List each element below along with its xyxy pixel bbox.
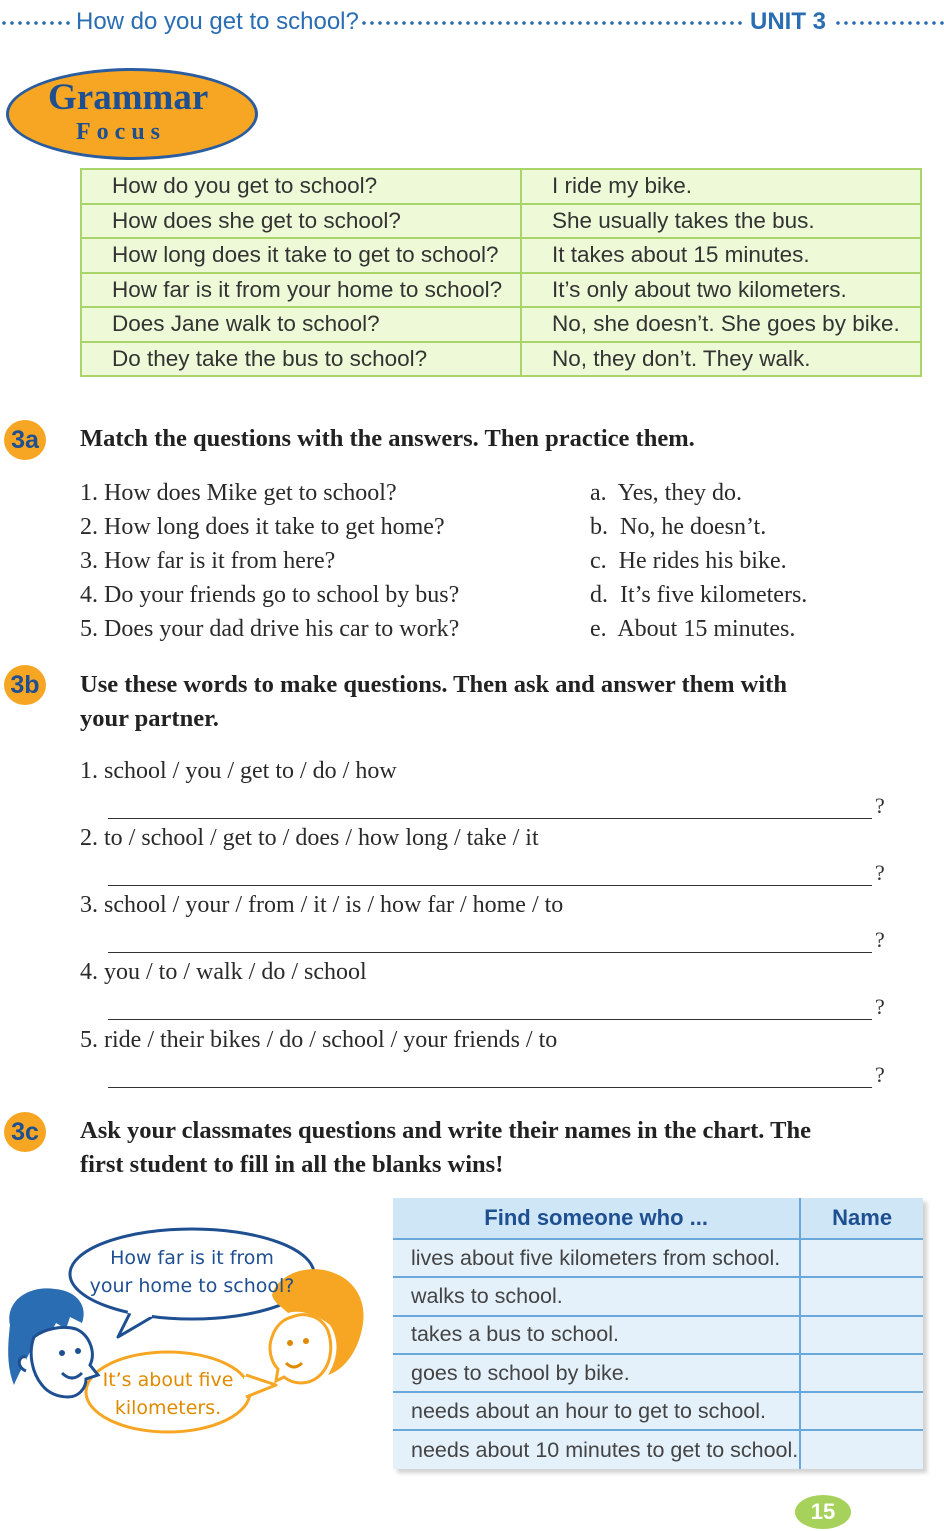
grammar-answer: I ride my bike. [521,169,921,204]
grammar-focus-title: Grammar [48,77,209,118]
word-prompt: 1. school / you / get to / do / how [80,758,397,784]
grammar-question: How does she get to school? [81,204,521,239]
exercise-3b-instruction-line2: your partner. [80,705,219,732]
grammar-focus-subtitle: Focus [76,119,166,145]
grammar-table [80,168,922,377]
grammar-answer: No, they don’t. They walk. [521,342,921,377]
header-unit: UNIT 3 [750,8,827,35]
find-someone-chart [393,1198,923,1469]
chart-prompt: goes to school by bike. [393,1354,800,1392]
match-answer: a. Yes, they do. [590,480,743,506]
name-cell[interactable] [800,1239,923,1277]
answer-line[interactable] [108,818,872,819]
answer-line[interactable] [108,952,872,953]
match-answer: b. No, he doesn’t. [590,514,767,540]
name-cell[interactable] [800,1316,923,1354]
question-mark: ? [875,793,885,818]
exercise-3c-instruction-line1: Ask your classmates questions and write their names in the chart. The [80,1117,811,1144]
grammar-answer: No, she doesn’t. She goes by bike. [521,307,921,342]
exercise-tag-3c: 3c [4,1112,46,1152]
header-dots-right [834,20,944,26]
table-row [81,342,921,377]
answer-line[interactable] [108,885,872,886]
chart-prompt: walks to school. [393,1277,800,1315]
boy-icon [8,1288,98,1397]
word-prompt: 5. ride / their bikes / do / school / your friends / to [80,1027,558,1053]
boy-bubble-line1: How far is it from [110,1247,274,1269]
chart-prompt: takes a bus to school. [393,1316,800,1354]
word-prompt: 4. you / to / walk / do / school [80,959,367,985]
header-title: How do you get to school? [76,8,359,35]
header-dots-left [0,20,70,26]
chart-prompt: lives about five kilometers from school. [393,1239,800,1277]
word-prompt: 3. school / your / from / it / is / how far / home / to [80,892,564,918]
grammar-question: Does Jane walk to school? [81,307,521,342]
exercise-3b-instruction-line1: Use these words to make questions. Then ask and answer them with [80,671,787,698]
exercise-3a-instruction: Match the questions with the answers. Then practice them. [80,425,695,452]
table-row [81,307,921,342]
girl-bubble-line1: It’s about five [102,1369,234,1391]
question-mark: ? [875,994,885,1019]
match-answer: d. It’s five kilometers. [590,582,808,608]
name-cell[interactable] [800,1430,923,1468]
match-question: 3. How far is it from here? [80,548,336,574]
table-row [393,1354,923,1392]
table-row [393,1277,923,1315]
chart-header-row [393,1198,923,1239]
grammar-answer: It’s only about two kilometers. [521,273,921,308]
match-question: 2. How long does it take to get home? [80,514,445,540]
name-cell[interactable] [800,1277,923,1315]
word-prompt: 2. to / school / get to / does / how long / take / it [80,825,539,851]
question-mark: ? [875,927,885,952]
boy-bubble-line2: your home to school? [89,1275,295,1297]
chart-prompt: needs about an hour to get to school. [393,1392,800,1430]
table-row [393,1316,923,1354]
question-mark: ? [875,1062,885,1087]
page-number: 15 [795,1495,851,1529]
chart-prompt: needs about 10 minutes to get to school. [411,1437,799,1462]
grammar-question: How long does it take to get to school? [81,238,521,273]
exercise-3c-instruction-line2: first student to fill in all the blanks wins! [80,1151,504,1178]
match-question: 4. Do your friends go to school by bus? [80,582,460,608]
answer-line[interactable] [108,1019,872,1020]
match-question: 5. Does your dad drive his car to work? [80,616,460,642]
chart-header-name: Name [800,1198,923,1239]
exercise-tag-3a: 3a [4,420,46,460]
table-row [81,273,921,308]
match-answer: e. About 15 minutes. [590,616,796,642]
header-dots-middle [360,20,744,26]
name-cell[interactable] [800,1392,923,1430]
question-mark: ? [875,860,885,885]
grammar-question: Do they take the bus to school? [81,342,521,377]
exercise-tag-3b: 3b [4,665,46,705]
table-row [81,204,921,239]
table-row [393,1239,923,1277]
grammar-answer: She usually takes the bus. [521,204,921,239]
name-cell[interactable] [800,1354,923,1392]
match-answer: c. He rides his bike. [590,548,787,574]
chart-header-find: Find someone who ... [393,1198,800,1239]
answer-line[interactable] [108,1087,872,1088]
table-row [393,1430,923,1468]
grammar-question: How do you get to school? [81,169,521,204]
table-row [393,1392,923,1430]
table-row [81,169,921,204]
girl-bubble-line2: kilometers. [114,1397,222,1419]
grammar-question: How far is it from your home to school? [81,273,521,308]
table-row [81,238,921,273]
match-question: 1. How does Mike get to school? [80,480,397,506]
grammar-answer: It takes about 15 minutes. [521,238,921,273]
